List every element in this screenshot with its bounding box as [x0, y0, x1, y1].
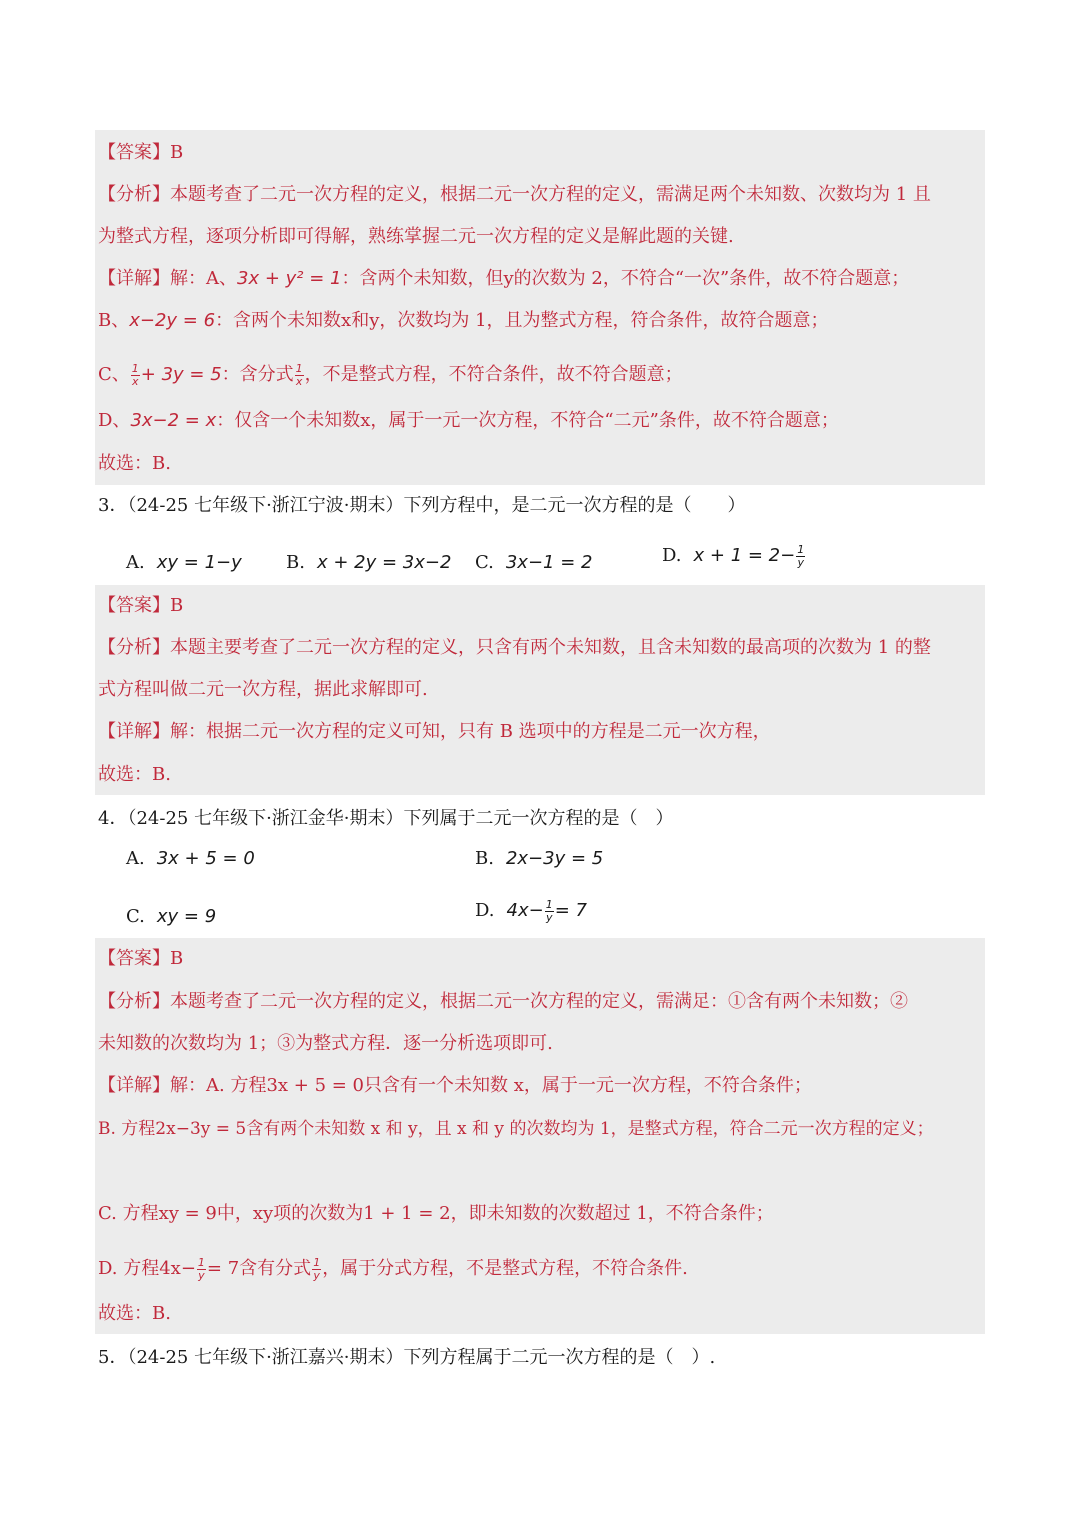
fraction-denominator: y: [313, 1268, 320, 1282]
option-label: C.: [475, 552, 494, 573]
fraction-numerator: 1: [295, 361, 303, 375]
q2-choose: 故选：B.: [98, 453, 171, 474]
q2-detail-c: [98, 362, 683, 388]
q3-analysis-line2: 式方程叫做二元一次方程，据此求解即可.: [98, 679, 428, 700]
q4-d-fraction: [545, 899, 554, 924]
q2-b-prefix: B、: [98, 310, 130, 331]
q4-option-b: [475, 846, 603, 872]
q2-b-equation: x−2y = 6: [129, 310, 216, 331]
fraction-numerator: 1: [313, 1255, 321, 1269]
q4-analysis-line1: 【分析】本题考查了二元一次方程的定义，根据二元一次方程的定义，需满足：①含有两个未知数；②: [98, 991, 908, 1012]
q4-d-text-2: = 7含有分式: [206, 1258, 312, 1279]
q2-analysis-line1: 【分析】本题考查了二元一次方程的定义，根据二元一次方程的定义，需满足两个未知数、次数均为 1 且: [98, 184, 931, 205]
q3-answer: 【答案】B: [98, 595, 184, 616]
q3-stem: 3．（24-25 七年级下·浙江宁波·期末）下列方程中，是二元一次方程的是（ ）: [98, 495, 746, 516]
q3-detail: 【详解】解：根据二元一次方程的定义可知，只有 B 选项中的方程是二元一次方程，: [98, 721, 771, 742]
q4-detail-c: C. 方程xy = 9中，xy项的次数为1 + 1 = 2，即未知数的次数超过 1，不符合条件；: [98, 1203, 774, 1224]
q2-analysis-line2: 为整式方程，逐项分析即可得解，熟练掌握二元一次方程的定义是解此题的关键.: [98, 226, 734, 247]
fraction-denominator: x: [132, 374, 139, 388]
q4-option-c: [126, 904, 216, 930]
q3-d-fraction: [796, 544, 805, 569]
q4-detail-a: 【详解】解：A. 方程3x + 5 = 0只含有一个未知数 x，属于一元一次方程，不符合条件；: [98, 1075, 812, 1096]
q3-option-b: [286, 550, 451, 576]
q4-detail-d-fraction: [197, 1257, 206, 1282]
q3-option-a: [126, 550, 242, 576]
q4-d-text-1: D. 方程4x−: [98, 1258, 196, 1279]
option-label: B.: [475, 848, 494, 869]
q2-b-text: ：含两个未知数x和y，次数均为 1，且为整式方程，符合条件，故符合题意；: [215, 310, 829, 331]
fraction-denominator: y: [198, 1268, 205, 1282]
q2-c-fraction: [131, 363, 140, 388]
fraction-numerator: 1: [545, 897, 553, 911]
q4-option-a: [126, 846, 255, 872]
q3-option-d: [662, 543, 806, 569]
q4-stem: 4．（24-25 七年级下·浙江金华·期末）下列属于二元一次方程的是（ ）: [98, 808, 674, 829]
q4-choose: 故选：B.: [98, 1303, 171, 1324]
q3-analysis-line1: 【分析】本题主要考查了二元一次方程的定义，只含有两个未知数，且含未知数的最高项的次数为 1 的整: [98, 637, 931, 658]
fraction-numerator: 1: [197, 1255, 205, 1269]
fraction-denominator: y: [797, 555, 804, 569]
q2-detail-a-equation: 3x + y² = 1: [237, 268, 342, 289]
fraction-numerator: 1: [797, 542, 805, 556]
option-expression: xy = 9: [156, 906, 217, 927]
q3-choose: 故选：B.: [98, 764, 171, 785]
q2-c-fraction-2: [295, 363, 304, 388]
q5-stem: 5．（24-25 七年级下·浙江嘉兴·期末）下列方程属于二元一次方程的是（ ）.: [98, 1347, 716, 1368]
option-label: D.: [475, 900, 495, 921]
option-label: D.: [662, 545, 682, 566]
q2-c-text-2: ，不是整式方程，不符合条件，故不符合题意；: [304, 364, 683, 385]
q2-d-equation: 3x−2 = x: [130, 410, 217, 431]
q2-c-text-1: ：含分式: [221, 364, 294, 385]
q4-detail-b: B. 方程2x−3y = 5含有两个未知数 x 和 y，且 x 和 y 的次数均为 1，是整式方程，符合二元一次方程的定义；: [98, 1119, 934, 1139]
q3-option-c: [475, 550, 592, 576]
option-expression: 4x−: [506, 900, 544, 921]
q2-detail-b: [98, 308, 829, 334]
option-label: A.: [126, 848, 145, 869]
q2-d-prefix: D、: [98, 410, 131, 431]
q4-option-d: [475, 898, 587, 924]
q2-c-prefix: C、: [98, 364, 130, 385]
q2-c-equation: + 3y = 5: [140, 364, 222, 385]
option-expression: 3x−1 = 2: [505, 552, 593, 573]
q2-detail-lead: 【详解】解：A、: [98, 268, 237, 289]
q4-answer: 【答案】B: [98, 948, 184, 969]
option-expression: x + 2y = 3x−2: [316, 552, 452, 573]
fraction-denominator: x: [295, 374, 303, 388]
q4-d-text-3: ，属于分式方程，不是整式方程，不符合条件.: [322, 1258, 688, 1279]
q2-d-text: ：仅含一个未知数x，属于一元一次方程，不符合“二元”条件，故不符合题意；: [216, 410, 839, 431]
option-expression: xy = 1−y: [156, 552, 242, 573]
q2-detail-a: [98, 266, 909, 292]
q2-detail-d: [98, 408, 839, 434]
q4-detail-d-fraction-2: [312, 1257, 321, 1282]
option-expression: 2x−3y = 5: [505, 848, 604, 869]
fraction-numerator: 1: [131, 361, 139, 375]
option-label: A.: [126, 552, 145, 573]
q4-detail-d: [98, 1256, 688, 1282]
q4-analysis-line2: 未知数的次数均为 1；③为整式方程．逐一分析选项即可.: [98, 1033, 553, 1054]
q2-detail-a-text: ：含两个未知数，但y的次数为 2，不符合“一次”条件，故不符合题意；: [341, 268, 910, 289]
option-label: C.: [126, 906, 145, 927]
option-label: B.: [286, 552, 305, 573]
q2-answer: 【答案】B: [98, 142, 184, 163]
option-expression: x + 1 = 2−: [693, 545, 796, 566]
option-expression-tail: = 7: [554, 900, 587, 921]
option-expression: 3x + 5 = 0: [156, 848, 255, 869]
fraction-denominator: y: [545, 910, 553, 924]
